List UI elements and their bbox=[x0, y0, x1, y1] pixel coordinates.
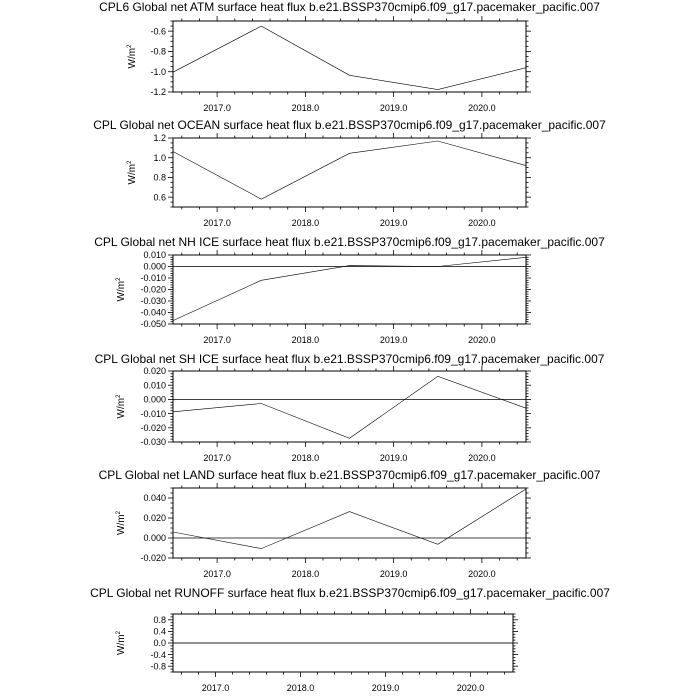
y-tick-label: -0.8 bbox=[150, 46, 166, 57]
y-tick-label: 0.000 bbox=[143, 261, 166, 272]
y-tick-label: -0.8 bbox=[150, 661, 166, 672]
x-tick-label: 2017.0 bbox=[201, 683, 230, 693]
y-axis-label bbox=[127, 160, 138, 185]
series-line bbox=[173, 376, 526, 438]
x-tick-label: 2018.0 bbox=[291, 218, 320, 228]
y-tick-label: 0.020 bbox=[143, 366, 166, 377]
y-axis-label bbox=[116, 277, 127, 302]
y-tick-label: 0.8 bbox=[153, 172, 166, 183]
y-tick-label: 0.040 bbox=[143, 493, 166, 504]
y-tick-label: -0.030 bbox=[140, 437, 166, 448]
y-axis-label bbox=[127, 44, 138, 69]
panel-5 bbox=[99, 468, 601, 579]
y-tick-label: 0.010 bbox=[143, 250, 166, 261]
y-tick-label: 0.000 bbox=[143, 394, 166, 405]
x-tick-label: 2020.0 bbox=[468, 103, 496, 113]
y-tick-label: -0.020 bbox=[140, 423, 166, 433]
x-tick-label: 2019.0 bbox=[379, 569, 408, 579]
x-tick-label: 2019.0 bbox=[379, 103, 408, 113]
panel-title: CPL Global net RUNOFF surface heat flux b.e21.BSSP370cmip6.f09_g17.pacemaker_pacific.007 bbox=[90, 586, 610, 600]
x-tick-label: 2017.0 bbox=[203, 335, 231, 345]
y-axis-label-exponent: 2 bbox=[116, 631, 122, 635]
y-tick-label: -0.050 bbox=[140, 319, 166, 330]
y-axis-label-unit: W/m bbox=[116, 634, 127, 655]
y-tick-label: 0.010 bbox=[143, 380, 166, 391]
panel-3 bbox=[94, 235, 605, 345]
y-tick-label: 1.0 bbox=[153, 152, 166, 163]
y-axis-label-unit: W/m bbox=[127, 47, 138, 69]
x-tick-label: 2020.0 bbox=[456, 683, 485, 693]
x-tick-label: 2019.0 bbox=[371, 683, 400, 693]
panel-title: CPL Global net NH ICE surface heat flux b.e21.BSSP370cmip6.f09_g17.pacemaker_pacific.007 bbox=[94, 235, 605, 249]
panel-4 bbox=[95, 352, 605, 463]
x-tick-label: 2019.0 bbox=[379, 335, 408, 345]
plot-frame bbox=[173, 488, 526, 558]
y-tick-label: -0.6 bbox=[150, 26, 166, 37]
y-tick-label: 0.4 bbox=[153, 626, 166, 637]
x-tick-label: 2018.0 bbox=[291, 569, 320, 579]
y-axis-label-exponent: 2 bbox=[116, 394, 122, 398]
x-tick-label: 2018.0 bbox=[291, 335, 320, 345]
series-line bbox=[173, 141, 526, 199]
y-tick-label: -0.020 bbox=[140, 284, 166, 295]
y-tick-label: -0.4 bbox=[150, 649, 166, 660]
plot-frame bbox=[173, 371, 526, 442]
series-line bbox=[173, 489, 526, 549]
panel-2 bbox=[93, 118, 606, 228]
y-tick-label: -0.010 bbox=[140, 408, 166, 419]
plot-frame bbox=[173, 138, 526, 207]
y-tick-label: -1.0 bbox=[150, 66, 166, 77]
series-line bbox=[173, 26, 526, 90]
x-tick-label: 2017.0 bbox=[203, 569, 231, 579]
x-tick-label: 2017.0 bbox=[203, 218, 231, 228]
y-axis-label-exponent: 2 bbox=[116, 511, 122, 515]
y-tick-label: 0.000 bbox=[143, 533, 166, 544]
x-tick-label: 2019.0 bbox=[379, 453, 408, 463]
y-tick-label: -1.2 bbox=[150, 87, 166, 98]
panel-title: CPL Global net SH ICE surface heat flux b.e21.BSSP370cmip6.f09_g17.pacemaker_pacific.007 bbox=[94, 352, 605, 366]
y-axis-label-unit: W/m bbox=[116, 280, 127, 302]
panel-title: CPL6 Global net ATM surface heat flux b.e21.BSSP370cmip6.f09_g17.pacemaker_pacific.007 bbox=[99, 0, 600, 14]
x-tick-label: 2018.0 bbox=[291, 453, 320, 463]
x-tick-label: 2019.0 bbox=[379, 218, 408, 228]
y-tick-label: 0.8 bbox=[153, 615, 166, 625]
x-tick-label: 2018.0 bbox=[286, 683, 315, 693]
y-axis-label-unit: W/m bbox=[116, 397, 127, 419]
y-tick-label: 0.020 bbox=[143, 513, 166, 524]
x-tick-label: 2020.0 bbox=[468, 453, 496, 463]
y-axis-label-exponent: 2 bbox=[116, 277, 122, 281]
y-axis-label-unit: W/m bbox=[127, 163, 138, 185]
y-tick-label: 1.2 bbox=[153, 133, 166, 144]
panel-title: CPL Global net LAND surface heat flux b.e21.BSSP370cmip6.f09_g17.pacemaker_pacific.007 bbox=[98, 468, 601, 482]
x-tick-label: 2020.0 bbox=[468, 335, 496, 345]
y-tick-label: -0.010 bbox=[140, 273, 166, 284]
panel-1 bbox=[99, 0, 600, 113]
y-axis-label-exponent: 2 bbox=[127, 44, 133, 48]
panel-title: CPL Global net OCEAN surface heat flux b.e21.BSSP370cmip6.f09_g17.pacemaker_pacific.007 bbox=[93, 118, 606, 132]
y-axis-label bbox=[116, 630, 127, 655]
x-tick-label: 2020.0 bbox=[468, 218, 496, 228]
y-tick-label: 0.6 bbox=[153, 192, 166, 203]
y-tick-label: 0.0 bbox=[153, 638, 166, 649]
x-tick-label: 2017.0 bbox=[203, 103, 231, 113]
y-tick-label: -0.030 bbox=[140, 296, 166, 307]
x-tick-label: 2017.0 bbox=[203, 453, 231, 463]
y-tick-label: -0.040 bbox=[140, 307, 166, 318]
y-axis-label-unit: W/m bbox=[116, 514, 127, 535]
y-tick-label: -0.020 bbox=[140, 553, 166, 564]
y-axis-label bbox=[116, 394, 127, 419]
plot-frame bbox=[173, 21, 526, 92]
x-tick-label: 2018.0 bbox=[291, 103, 320, 113]
x-tick-label: 2020.0 bbox=[468, 569, 496, 579]
panel-6 bbox=[90, 586, 610, 693]
y-axis-label-exponent: 2 bbox=[127, 160, 133, 164]
y-axis-label bbox=[116, 510, 127, 535]
